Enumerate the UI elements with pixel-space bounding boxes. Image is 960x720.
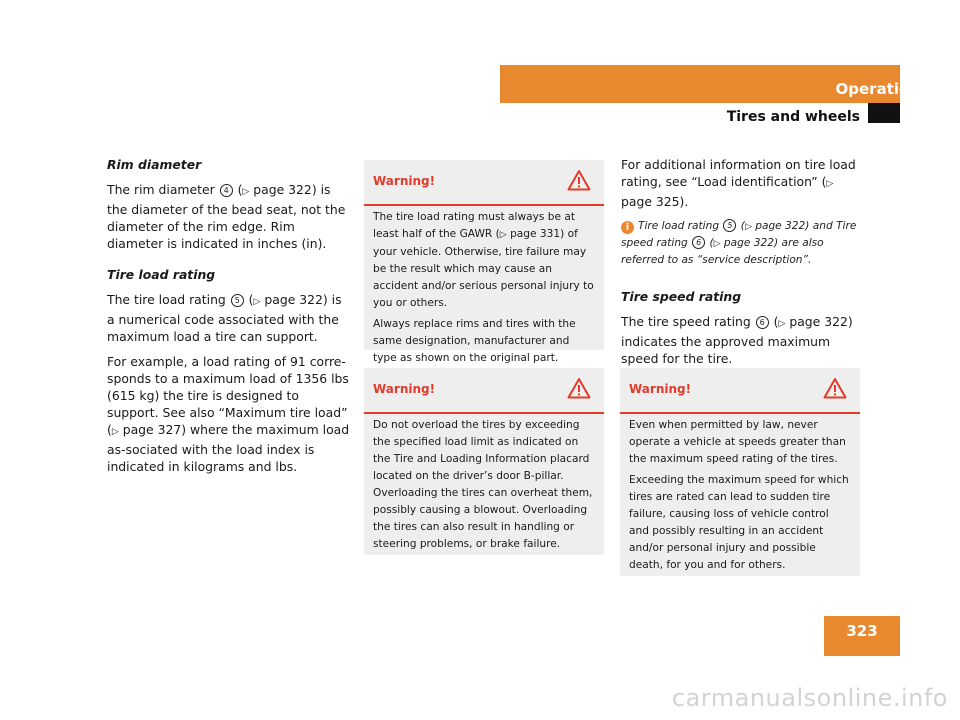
- warning-title: Warning!: [373, 174, 436, 188]
- warning-text: Do not overload the tires by exceeding the specified load limit as indicated on the Tire and Loading Information placard located on the driver’s door B-pillar. Overloading the tires can overheat them, possibly causing a blowout. Overloading the tires can also result in handling or steering problems, or brake failure.: [373, 419, 593, 550]
- tire-speed-rating-heading: Tire speed rating: [621, 289, 742, 304]
- warning-triangle-icon: [567, 169, 591, 191]
- callout-number-icon: 5: [231, 294, 244, 307]
- warning-body: [364, 206, 604, 377]
- callout-number-icon: 5: [723, 219, 736, 232]
- warning-box-overload: [364, 368, 604, 555]
- page-ref-arrow-icon: ▷: [744, 222, 752, 232]
- warning-text: Even when permitted by law, never operate a vehicle at speeds greater than the maximum speed rating of the tires.: [629, 419, 846, 465]
- page-ref-arrow-icon: ▷: [826, 179, 834, 189]
- rim-diameter-paragraph: The rim diameter 4 (▷ page 322) is the diameter of the bead seat, not the diameter of the rim edge. Rim diameter is indicated in inches (in).: [107, 182, 346, 251]
- header-marker-block: [868, 103, 900, 123]
- callout-number-icon: 6: [756, 316, 769, 329]
- page-number: 323: [846, 622, 878, 640]
- column-right: [621, 156, 864, 375]
- service-description-note: i Tire load rating 5 (▷ page 322) and Tire speed rating 6 (▷ page 322) are also referred to as “service description”.: [621, 220, 857, 266]
- warning-header: [364, 368, 604, 414]
- warning-text: Exceeding the maximum speed for which tires are rated can lead to sudden tire failure, causing loss of vehicle control and possibly resulting in an accident and/or personal injury and possible death, for you and for others.: [629, 474, 849, 571]
- additional-info-paragraph: For additional information on tire load rating, see “Load identification” (▷ page 325).: [621, 157, 856, 209]
- warning-header: [364, 160, 604, 206]
- callout-number-icon: 4: [220, 184, 233, 197]
- warning-text: Always replace rims and tires with the same designation, manufacturer and type as shown on the original part.: [373, 318, 576, 364]
- tire-load-rating-heading: Tire load rating: [107, 267, 216, 282]
- tire-load-rating-paragraph: The tire load rating 5 (▷ page 322) is a numerical code associated with the maximum load a tire can support.: [107, 292, 342, 344]
- warning-box-load-rating: [364, 160, 604, 364]
- warning-triangle-icon: [567, 377, 591, 399]
- header-subsection-title: Tires and wheels: [726, 109, 860, 125]
- warning-title: Warning!: [629, 382, 692, 396]
- page-ref-arrow-icon: ▷: [778, 319, 786, 329]
- warning-body: [364, 414, 604, 563]
- info-icon: i: [621, 221, 634, 234]
- warning-title: Warning!: [373, 382, 436, 396]
- warning-triangle-icon: [823, 377, 847, 399]
- page-ref-arrow-icon: ▷: [242, 187, 250, 197]
- rim-diameter-heading: Rim diameter: [107, 157, 202, 172]
- page-ref-arrow-icon: ▷: [713, 239, 721, 249]
- callout-number-icon: 6: [692, 236, 705, 249]
- page-ref-arrow-icon: ▷: [111, 427, 119, 437]
- header-section-title: Operation: [835, 80, 920, 98]
- page-number-box: [824, 616, 900, 656]
- warning-body: [620, 414, 860, 584]
- page-ref-arrow-icon: ▷: [499, 230, 507, 240]
- page-ref-arrow-icon: ▷: [253, 297, 261, 307]
- warning-header: [620, 368, 860, 414]
- warning-text: The tire load rating must always be at least half of the GAWR (▷ page 331) of your vehicle. Otherwise, tire failure may be the result which may cause an accident and/or serious personal injury to you or others.: [373, 211, 594, 309]
- warning-box-speed: [620, 368, 860, 576]
- column-left: [107, 156, 350, 483]
- tire-speed-rating-paragraph: The tire speed rating 6 (▷ page 322) indicates the approved maximum speed for the tire.: [621, 314, 853, 366]
- load-example-paragraph: For example, a load rating of 91 corre-sponds to a maximum load of 1356 lbs (615 kg) the tire is designed to support. See also “Maximum tire load” (▷ page 327) where the maximum load as-sociated with the load index is indicated in kilograms and lbs.: [107, 354, 350, 474]
- watermark: carmanualsonline.info: [671, 684, 948, 712]
